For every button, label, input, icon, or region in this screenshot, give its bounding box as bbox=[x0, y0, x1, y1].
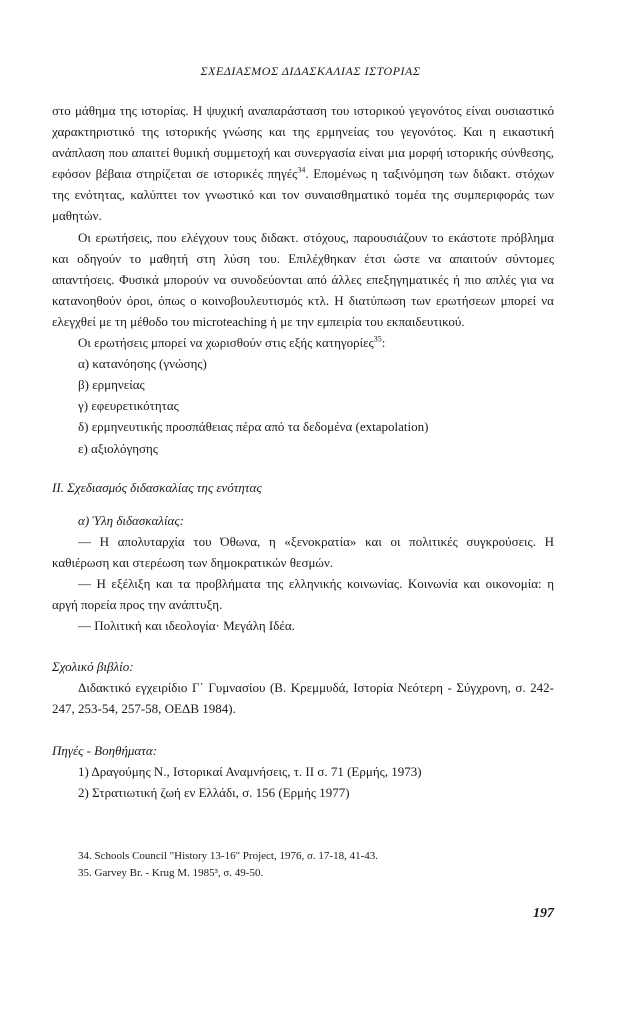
category-item: β) ερμηνείας bbox=[78, 377, 145, 393]
body-text bbox=[52, 100, 554, 803]
material-title: α) Ύλη διδασκαλίας: bbox=[78, 512, 184, 528]
category-item: δ) ερμηνευτικής προσπάθειας πέρα από τα δεδομένα (extapolation) bbox=[78, 419, 429, 435]
textbook-title: Σχολικό βιβλίο: bbox=[52, 659, 134, 675]
running-header: ΣΧΕΔΙΑΣΜΟΣ ΔΙΔΑΣΚΑΛΙΑΣ ΙΣΤΟΡΙΑΣ bbox=[200, 64, 421, 78]
source-item: 2) Στρατιωτική ζωή εν Ελλάδι, σ. 156 (Ερμής 1977) bbox=[78, 784, 350, 800]
paragraph-1 bbox=[52, 100, 554, 227]
sources-title: Πηγές - Βοηθήματα: bbox=[52, 742, 158, 758]
category-item: α) κατανόησης (γνώσης) bbox=[78, 356, 207, 372]
footnote-35: 35. Garvey Br. - Krug M. 1985³, σ. 49-50. bbox=[78, 867, 264, 879]
paragraph-2: Οι ερωτήσεις, που ελέγχουν τους διδακτ. στόχους, παρουσιάζουν το εκάστοτε πρόβλημα και οδηγούν το μαθητή στη λύση του. Επιλέχθηκαν έτσι ώστε να απαιτούν σύντομες απαντήσεις. Φυσικά μπορούν να συνοδεύονται από άλλες επεξηγηματικές ή πιο απλές για να κατανοηθούν όροι, όπως ο κοινοβουλευτισμός κτλ. Η διατύπωση των ερωτήσεων μπορεί να ελεγχθεί με τη μέθοδο του microteaching ή με την εμπειρία του εκπαιδευτικού. bbox=[52, 229, 554, 329]
paragraph-3-text: Οι ερωτήσεις μπορεί να χωρισθούν στις εξής κατηγορίες bbox=[78, 335, 374, 351]
material-item: — Η απολυταρχία του Όθωνα, η «ξενοκρατία» και οι πολιτικές συγκρούσεις. Η καθιέρωση και στερέωση των δημοκρατικών θεσμών. bbox=[52, 533, 554, 570]
category-item: ε) αξιολόγησης bbox=[78, 440, 158, 456]
paragraph-1-text: στο μάθημα της ιστορίας. Η ψυχική αναπαράσταση του ιστορικού γεγονότος είναι ουσιαστικό χαρακτηριστικό της ιστορικής γνώσης και της ερμηνείας του γεγονότος. Και η εικαστική ανάπλαση που απαιτεί θυμική συμμετοχή και συνεργασία είναι μια μορφή ιστορικής σύνθεσης, εφόσον βέβαια στηρίζεται σε ιστορικές πηγές bbox=[52, 103, 554, 182]
paragraph-3-end: : bbox=[381, 335, 386, 351]
textbook-text: Διδακτικό εγχειρίδιο Γ΄ Γυμνασίου (Β. Κρεμμυδά, Ιστορία Νεότερη - Σύγχρονη, σ. 242-247, 253-54, 257-58, ΟΕΔΒ 1984). bbox=[52, 680, 554, 717]
section-title: ΙΙ. Σχεδιασμός διδασκαλίας της ενότητας bbox=[52, 479, 262, 495]
paragraph-1-end: . Επομένως η ταξινόμηση των διδακτ. στόχων της ενότητας, καλύπτει τον γνωστικό και τον συναισθηματικό τομέα της συμπεριφοράς των μαθητών. bbox=[52, 166, 554, 224]
page-number: 197 bbox=[533, 906, 554, 921]
material-item: — Η εξέλιξη και τα προβλήματα της ελληνικής κοινωνίας. Κοινωνία και οικονομία: η αργή πορεία προς την ανάπτυξη. bbox=[52, 575, 554, 613]
material-item: — Πολιτική και ιδεολογία· Μεγάλη Ιδέα. bbox=[78, 618, 295, 634]
footnotes bbox=[52, 848, 554, 882]
footnote-ref-35: 35 bbox=[373, 334, 382, 344]
paragraph-3 bbox=[52, 332, 554, 353]
footnote-34: 34. Schools Council "History 13-16" Project, 1976, σ. 17-18, 41-43. bbox=[78, 850, 378, 862]
footnote-ref-34: 34 bbox=[297, 165, 306, 175]
category-item: γ) εφευρετικότητας bbox=[78, 398, 179, 414]
source-item: 1) Δραγούμης Ν., Ιστορικαί Αναμνήσεις, τ. ΙΙ σ. 71 (Ερμής, 1973) bbox=[78, 763, 422, 779]
